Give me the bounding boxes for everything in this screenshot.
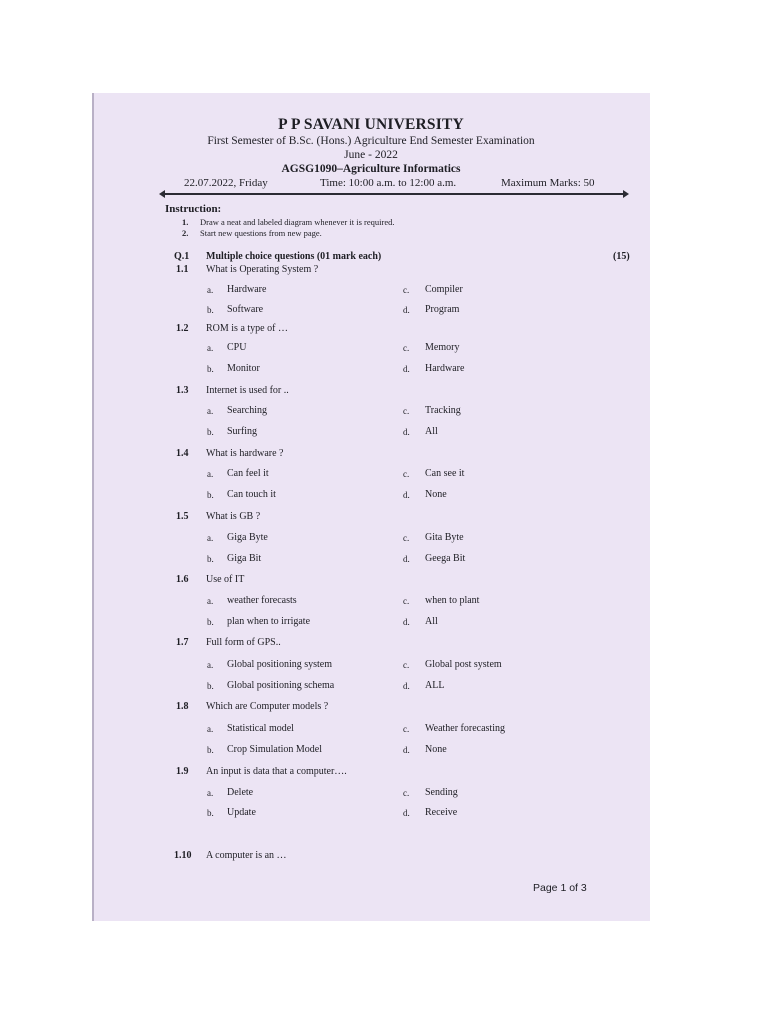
option-label: a. bbox=[207, 343, 214, 353]
option-text: when to plant bbox=[425, 595, 480, 606]
option-text: Tracking bbox=[425, 405, 461, 416]
question-text: Use of IT bbox=[206, 574, 245, 585]
option-label: c. bbox=[403, 285, 410, 295]
option-label: b. bbox=[207, 490, 214, 500]
option-label: b. bbox=[207, 427, 214, 437]
option-text: Can touch it bbox=[227, 489, 276, 500]
section-marks: (15) bbox=[613, 251, 630, 262]
question-number: 1.2 bbox=[176, 323, 189, 334]
question-number: 1.10 bbox=[174, 850, 192, 861]
option-text: weather forecasts bbox=[227, 595, 297, 606]
option-label: b. bbox=[207, 808, 214, 818]
option-text: Global positioning system bbox=[227, 659, 332, 670]
option-label: b. bbox=[207, 305, 214, 315]
question-text: What is hardware ? bbox=[206, 448, 284, 459]
question-number: 1.5 bbox=[176, 511, 189, 522]
option-text: Sending bbox=[425, 787, 458, 798]
university-name: P P SAVANI UNIVERSITY bbox=[278, 116, 464, 133]
option-text: Global positioning schema bbox=[227, 680, 335, 691]
question-text: Internet is used for .. bbox=[206, 385, 289, 396]
option-text: None bbox=[425, 744, 447, 755]
option-label: a. bbox=[207, 596, 214, 606]
max-marks: Maximum Marks: 50 bbox=[501, 177, 595, 189]
option-text: Update bbox=[227, 807, 256, 818]
option-text: Surfing bbox=[227, 426, 257, 437]
option-text: CPU bbox=[227, 342, 247, 353]
question-number: 1.1 bbox=[176, 264, 189, 275]
option-text: Searching bbox=[227, 405, 267, 416]
header-divider bbox=[164, 193, 624, 195]
option-text: Crop Simulation Model bbox=[227, 744, 322, 755]
option-label: c. bbox=[403, 724, 410, 734]
question-text: A computer is an … bbox=[206, 850, 287, 861]
option-text: Software bbox=[227, 304, 264, 315]
question-number: 1.8 bbox=[176, 701, 189, 712]
option-text: All bbox=[425, 616, 438, 627]
option-label: a. bbox=[207, 788, 214, 798]
option-label: c. bbox=[403, 533, 410, 543]
option-text: All bbox=[425, 426, 438, 437]
option-text: Gita Byte bbox=[425, 532, 464, 543]
option-text: Program bbox=[425, 304, 460, 315]
option-label: d. bbox=[403, 554, 410, 564]
option-text: Hardware bbox=[425, 363, 465, 374]
option-label: c. bbox=[403, 343, 410, 353]
option-label: d. bbox=[403, 364, 410, 374]
option-label: a. bbox=[207, 406, 214, 416]
instruction-text: Draw a neat and labeled diagram whenever it is required. bbox=[200, 217, 395, 227]
option-label: c. bbox=[403, 596, 410, 606]
option-label: b. bbox=[207, 745, 214, 755]
option-label: d. bbox=[403, 681, 410, 691]
option-text: Can see it bbox=[425, 468, 465, 479]
option-text: Geega Bit bbox=[425, 553, 466, 564]
question-text: An input is data that a computer…. bbox=[206, 766, 347, 777]
option-text: Monitor bbox=[227, 363, 260, 374]
exam-title: First Semester of B.Sc. (Hons.) Agriculture End Semester Examination bbox=[207, 135, 535, 147]
option-text: Statistical model bbox=[227, 723, 294, 734]
option-text: None bbox=[425, 489, 447, 500]
option-label: b. bbox=[207, 681, 214, 691]
question-number: 1.7 bbox=[176, 637, 189, 648]
option-text: Global post system bbox=[425, 659, 502, 670]
option-text: Compiler bbox=[425, 284, 463, 295]
exam-session: June - 2022 bbox=[344, 149, 398, 161]
option-label: d. bbox=[403, 490, 410, 500]
question-text: Full form of GPS.. bbox=[206, 637, 281, 648]
option-label: a. bbox=[207, 724, 214, 734]
section-title: Multiple choice questions (01 mark each) bbox=[206, 251, 382, 262]
question-text: Which are Computer models ? bbox=[206, 701, 329, 712]
option-text: Receive bbox=[425, 807, 458, 818]
exam-date: 22.07.2022, Friday bbox=[184, 177, 268, 189]
option-label: c. bbox=[403, 660, 410, 670]
option-label: d. bbox=[403, 745, 410, 755]
question-text: What is GB ? bbox=[206, 511, 261, 522]
question-number: 1.9 bbox=[176, 766, 189, 777]
option-text: Giga Bit bbox=[227, 553, 262, 564]
option-text: Weather forecasting bbox=[425, 723, 505, 734]
section-number: Q.1 bbox=[174, 251, 190, 262]
instruction-text: Start new questions from new page. bbox=[200, 228, 322, 238]
question-number: 1.4 bbox=[176, 448, 189, 459]
option-text: ALL bbox=[425, 680, 445, 691]
instruction-number: 1. bbox=[182, 217, 189, 227]
option-label: c. bbox=[403, 788, 410, 798]
instruction-number: 2. bbox=[182, 228, 189, 238]
option-label: d. bbox=[403, 305, 410, 315]
question-text: What is Operating System ? bbox=[206, 264, 319, 275]
option-label: d. bbox=[403, 427, 410, 437]
option-label: c. bbox=[403, 469, 410, 479]
option-text: Hardware bbox=[227, 284, 267, 295]
question-text: ROM is a type of … bbox=[206, 323, 288, 334]
option-label: a. bbox=[207, 285, 214, 295]
option-label: a. bbox=[207, 469, 214, 479]
option-label: d. bbox=[403, 617, 410, 627]
option-label: b. bbox=[207, 617, 214, 627]
option-label: a. bbox=[207, 660, 214, 670]
option-label: b. bbox=[207, 554, 214, 564]
question-number: 1.6 bbox=[176, 574, 189, 585]
option-text: Giga Byte bbox=[227, 532, 268, 543]
option-text: Delete bbox=[227, 787, 254, 798]
question-number: 1.3 bbox=[176, 385, 189, 396]
exam-time: Time: 10:00 a.m. to 12:00 a.m. bbox=[320, 177, 457, 189]
option-label: d. bbox=[403, 808, 410, 818]
exam-paper-page bbox=[92, 93, 650, 921]
course-code: AGSG1090–Agriculture Informatics bbox=[281, 163, 461, 175]
option-text: plan when to irrigate bbox=[227, 616, 311, 627]
page-number: Page 1 of 3 bbox=[533, 882, 587, 894]
instructions-title: Instruction: bbox=[165, 203, 222, 215]
option-label: c. bbox=[403, 406, 410, 416]
option-text: Can feel it bbox=[227, 468, 269, 479]
option-label: a. bbox=[207, 533, 214, 543]
option-text: Memory bbox=[425, 342, 460, 353]
option-label: b. bbox=[207, 364, 214, 374]
